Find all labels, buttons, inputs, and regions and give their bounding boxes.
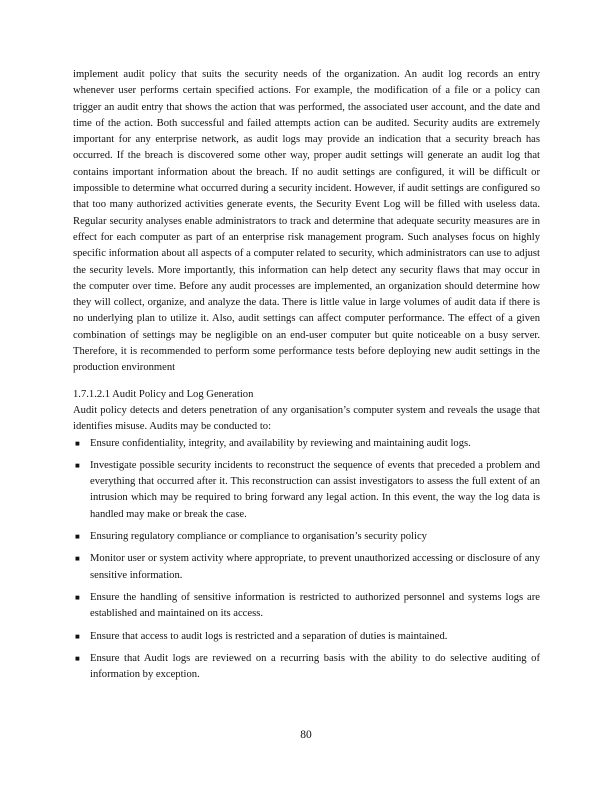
bullet-icon: ■ (75, 532, 80, 542)
bullet-icon: ■ (75, 438, 80, 448)
bullet-icon: ■ (75, 554, 80, 564)
list-item-text: Monitor user or system activity where appropriate, to prevent unauthorized accessing or disclosure of any sensitive information. (90, 553, 540, 581)
list-item-text: Ensuring regulatory compliance or compliance to organisation’s security policy (90, 531, 427, 543)
page-number: 80 (300, 729, 312, 741)
list-item (73, 651, 540, 684)
section-heading: 1.7.1.2.1 Audit Policy and Log Generation (73, 388, 254, 400)
list-item (73, 436, 540, 452)
list-item (73, 529, 540, 545)
list-item-text: Ensure that Audit logs are reviewed on a recurring basis with the ability to do selective auditing of information by exception. (90, 652, 540, 681)
list-item-text: Ensure confidentiality, integrity, and availability by reviewing and maintaining audit logs. (90, 437, 471, 449)
bullet-list (73, 436, 540, 684)
list-item-text: Investigate possible security incidents to reconstruct the sequence of events that preceded a problem and everything that occurred after it. This reconstruction can assist investigators to assess the full extent of an intrusion which may be required to bring forward any legal action. In this event, the way the log data is handled may make or break the case. (90, 459, 540, 520)
list-item (73, 551, 540, 584)
list-item (73, 590, 540, 623)
list-item-text: Ensure that access to audit logs is restricted and a separation of duties is maintained. (90, 630, 448, 642)
bullet-icon: ■ (75, 592, 80, 602)
list-item (73, 458, 540, 523)
document-page (73, 67, 540, 689)
bullet-icon: ■ (75, 653, 80, 663)
bullet-icon: ■ (75, 460, 80, 470)
list-item (73, 629, 540, 645)
list-item-text: Ensure the handling of sensitive information is restricted to authorized personnel and systems logs are established and maintained on its access. (90, 591, 540, 620)
section-intro: Audit policy detects and deters penetration of any organisation’s computer system and reveals the usage that identifies misuse. Audits may be conducted to: (73, 404, 540, 433)
bullet-icon: ■ (75, 631, 80, 641)
body-paragraph: implement audit policy that suits the security needs of the organization. An audit log records an entry whenever user performs certain specified actions. For example, the modification of a file or a policy can trigger an audit entry that shows the action that was performed, the associated user account, and the date and time of the action. Both successful and failed attempts action can be audited. Security audits are extremely important for any enterprise network, as audit logs may provide an indication that a security breach has occurred. If the breach is discovered some other way, proper audit settings will generate an audit log that contains important information about the breach. If no audit settings are configured, it will be difficult or impossible to determine what occurred during a security incident. However, if audit settings are configured so that too many authorized activities generate events, the Security Event Log will be filled with useless data. Regular security analyses enable administrators to track and determine that adequate security measures are in effect for each computer as part of an enterprise risk management program. Such analyses focus on highly specific information about all aspects of a computer related to security, which administrators can use to adjust the security levels. More importantly, this information can help detect any security flaws that may occur in the computer over time. Before any audit processes are implemented, an organization should determine how they will collect, organize, and analyze the data. There is little value in large volumes of audit data if there is no underlying plan to utilize it. Also, audit settings can affect computer performance. The effect of a given combination of settings may be negligible on an end-user computer but quite noticeable on a busy server. Therefore, it is recommended to perform some performance tests before deploying new audit settings in the production environment (73, 69, 540, 374)
